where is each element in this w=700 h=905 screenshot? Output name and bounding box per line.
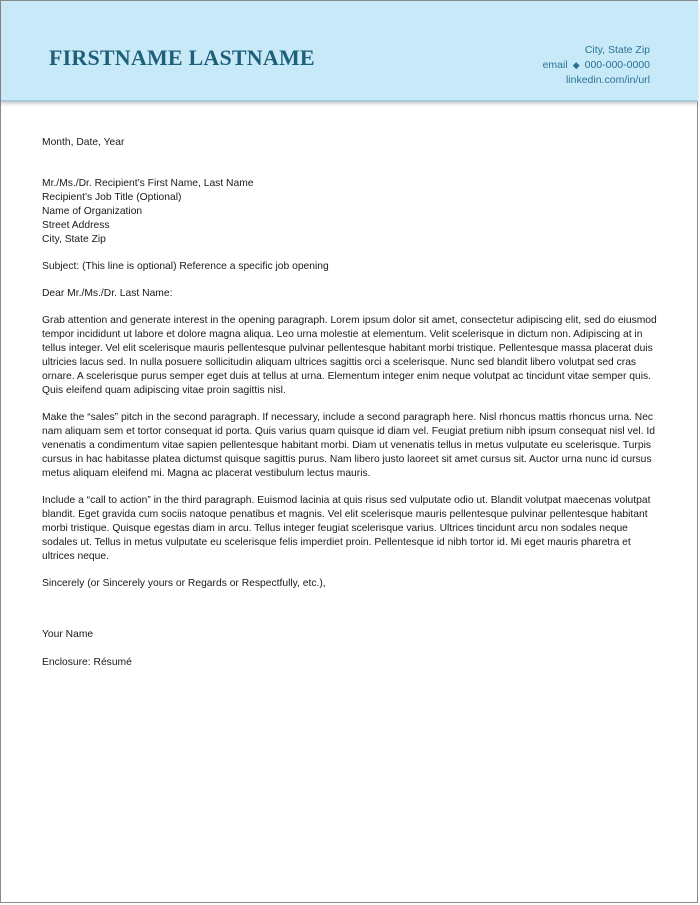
paragraph-opening: Grab attention and generate interest in the opening paragraph. Lorem ipsum dolor sit amet, consectetur adipiscing elit, sed do eiusmod tempor incididunt ut labore et dolore magna aliqua. Leo urna molestie at elementum. Velit scelerisque in dictum non. Adipiscing at in tellus integer. Vel elit scelerisque mauris pellentesque pulvinar pellentesque habitant morbi tristique. Pellentesque massa placerat duis ultricies lacus sed. In nulla posuere sollicitudin aliquam ultrices sagittis orci a scelerisque. Nunc sed blandit libero volutpat sed cras ornare. A scelerisque purus semper eget duis at tellus at urna. Elementum integer enim neque volutpat ac tincidunt vitae semper quis. Quis eleifend quam adipiscing vitae proin sagittis nisl. [42, 315, 657, 396]
diamond-separator-icon: ◆ [572, 60, 580, 70]
recipient-city: City, State Zip [42, 234, 106, 245]
paragraph-sales-pitch: Make the “sales” pitch in the second paragraph. If necessary, include a second paragraph here. Nisl rhoncus mattis rhoncus urna. Nec nam aliquam sem et tortor consequat id porta. Quis varius quam quisque id diam vel. Feugiat pretium nibh ipsum consequat nisl vel. Id venenatis a condimentum vitae sapien pellentesque habitant morbi. Diam ut venenatis tellus in metus vulputate eu scelerisque. Turpis cursus in hac habitasse platea dictumst quisque sagittis purus. Nam libero justo laoreet sit amet cursus sit. Auctor urna nunc id cursus metus aliquam eleifend mi. Magna ac placerat vestibulum lectus mauris. [42, 412, 655, 479]
contact-phone: 000-000-0000 [584, 59, 650, 71]
recipient-organization: Name of Organization [42, 206, 143, 217]
recipient-title: Recipient’s Job Title (Optional) [42, 192, 182, 203]
contact-email: email [542, 59, 568, 71]
letter-body [42, 136, 660, 670]
salutation: Dear Mr./Ms./Dr. Last Name: [42, 288, 173, 299]
subject-line: Subject: (This line is optional) Reference a specific job opening [42, 261, 329, 272]
contact-location: City, State Zip [584, 44, 650, 56]
recipient-street: Street Address [42, 220, 110, 231]
applicant-name: FIRSTNAME LASTNAME [49, 45, 315, 70]
enclosure-line: Enclosure: Résumé [42, 657, 132, 668]
contact-linkedin: linkedin.com/in/url [565, 74, 650, 86]
closing: Sincerely (or Sincerely yours or Regards or Respectfully, etc.), [42, 578, 326, 589]
contact-email-phone [543, 58, 650, 73]
paragraph-call-to-action: Include a “call to action” in the third paragraph. Euismod lacinia at quis risus sed vulputate odio ut. Blandit volutpat maecenas volutpat blandit. Eget gravida cum sociis natoque penatibus et magnis. Vel elit scelerisque mauris pellentesque pulvinar pellentesque habitant morbi tristique. Quisque egestas diam in arcu. Tellus integer feugiat scelerisque varius. Ultrices tincidunt arcu non sodales neque sodales ut. Tellus in metus vulputate eu scelerisque felis imperdiet proin. Pellentesque id nibh tortor id. Mi eget mauris pharetra et ultrices neque. [42, 495, 651, 562]
letter-date: Month, Date, Year [42, 137, 125, 148]
recipient-name: Mr./Ms./Dr. Recipient’s First Name, Last Name [42, 178, 254, 189]
recipient-address [42, 177, 660, 247]
contact-block [543, 43, 650, 88]
header-band [1, 1, 698, 102]
signature-name: Your Name [42, 629, 94, 640]
